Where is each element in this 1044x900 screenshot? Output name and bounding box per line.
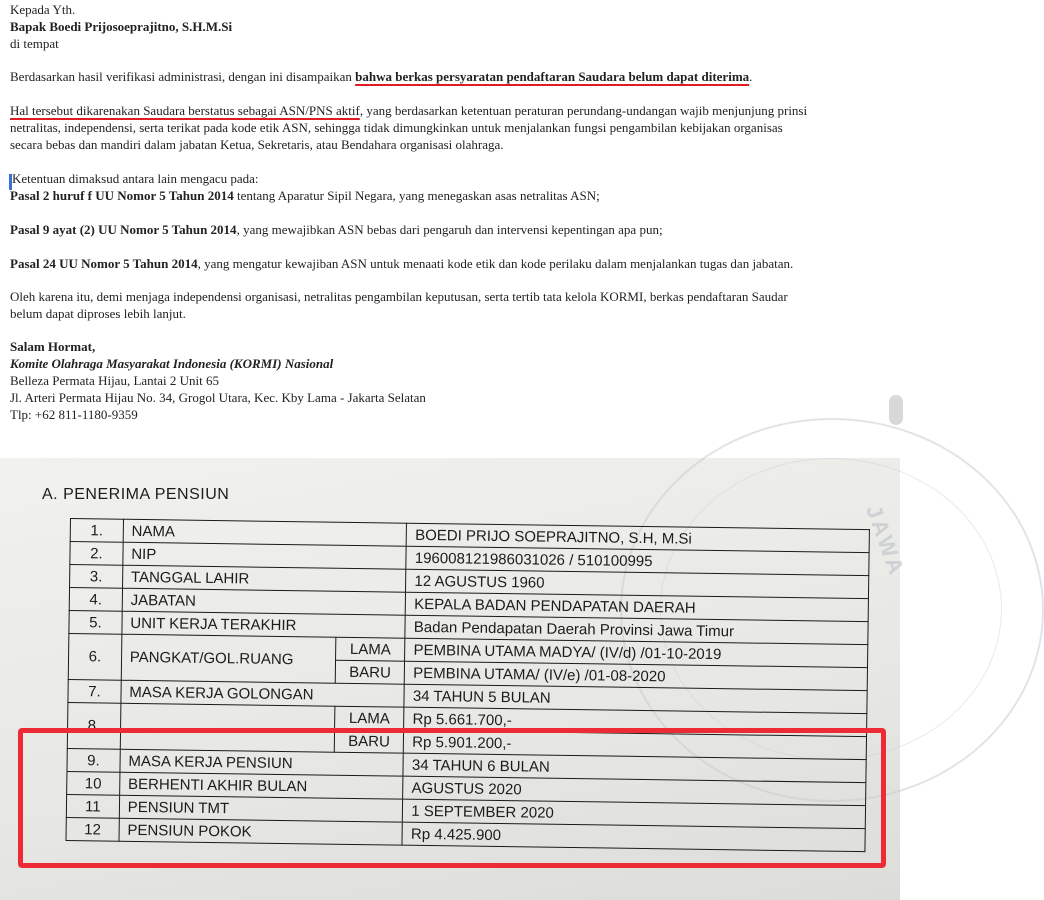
conclusion-line1: Oleh karena itu, demi menjaga independensi organisasi, netralitas pengambilan keputusan, serta tertib tata kelola KORMI, berkas pendaftaran Saudar bbox=[10, 289, 788, 304]
row-value: PEMBINA UTAMA MADYA/ (IV/d) /01-10-2019 bbox=[405, 638, 868, 667]
row-number: 12 bbox=[66, 817, 119, 841]
row-label: UNIT KERJA TERAKHIR bbox=[122, 611, 406, 638]
row-value: KEPALA BADAN PENDAPATAN DAERAH bbox=[406, 592, 869, 621]
row-number: 11 bbox=[66, 794, 119, 818]
reason-text-1: , yang berdasarkan ketentuan peraturan perundang-undangan wajib menjunjung prinsi bbox=[359, 103, 808, 118]
provision-1-text: tentang Aparatur Sipil Negara, yang menegaskan asas netralitas ASN; bbox=[233, 188, 600, 203]
row-value: Badan Pendapatan Daerah Provinsi Jawa Timur bbox=[405, 615, 868, 644]
paragraph-verification bbox=[10, 69, 752, 85]
row-number: 8. bbox=[67, 702, 120, 749]
stamp-text: JAWA bbox=[861, 501, 911, 581]
row-number: 3. bbox=[70, 565, 123, 589]
paragraph-reason-line2: netralitas, independensi, serta terikat pada kode etik ASN, sehingga tidak dimungkinkan untuk menjalankan fungsi pengambilan kebijakan organisas bbox=[10, 120, 783, 135]
paragraph-reason-line3: secara bebas dan mandiri dalam jabatan Ketua, Sekretaris, atau Bendahara organisasi olahraga. bbox=[10, 137, 504, 152]
row-label: JABATAN bbox=[122, 588, 406, 615]
provision-2-ref: Pasal 9 ayat (2) UU Nomor 5 Tahun 2014 bbox=[10, 222, 237, 237]
row-number: 10 bbox=[67, 771, 120, 795]
row-value: Rp 5.661.700,- bbox=[404, 707, 867, 736]
provision-2-text: , yang mewajibkan ASN bebas dari pengaruh dan intervensi kepentingan apa pun; bbox=[236, 222, 663, 237]
pension-document-photo bbox=[0, 458, 911, 900]
row-label: NIP bbox=[123, 542, 407, 569]
row-sub-label: LAMA bbox=[336, 637, 406, 661]
provision-1-ref: Pasal 2 huruf f UU Nomor 5 Tahun 2014 bbox=[10, 188, 234, 203]
row-label: PENSIUN TMT bbox=[119, 795, 403, 822]
address-line2: Jl. Arteri Permata Hijau No. 34, Grogol Utara, Kec. Kby Lama - Jakarta Selatan bbox=[10, 390, 426, 405]
row-label: MASA KERJA GOLONGAN bbox=[121, 680, 405, 707]
row-value: 196008121986031026 / 510100995 bbox=[406, 546, 869, 575]
address-line1: Belleza Permata Hijau, Lantai 2 Unit 65 bbox=[10, 373, 220, 388]
row-label: TANGGAL LAHIR bbox=[122, 565, 406, 592]
row-label: PANGKAT/GOL.RUANG bbox=[121, 634, 336, 683]
row-number: 6. bbox=[68, 633, 121, 680]
letter-panel bbox=[0, 0, 900, 452]
row-number: 2. bbox=[70, 542, 123, 566]
row-value: 34 TAHUN 6 BULAN bbox=[403, 753, 866, 782]
provision-3 bbox=[10, 256, 793, 272]
row-number: 4. bbox=[69, 588, 122, 612]
row-number: 5. bbox=[69, 610, 122, 634]
row-sub-label: LAMA bbox=[335, 706, 405, 730]
closing: Salam Hormat, bbox=[10, 339, 96, 354]
row-value: 1 SEPTEMBER 2020 bbox=[403, 799, 866, 828]
recipient-place: di tempat bbox=[10, 36, 59, 51]
row-value: Rp 4.425.900 bbox=[402, 822, 865, 851]
row-number: 1. bbox=[70, 519, 123, 543]
section-title: A. PENERIMA PENSIUN bbox=[42, 486, 230, 503]
row-number: 9. bbox=[67, 748, 120, 772]
row-value: 12 AGUSTUS 1960 bbox=[406, 569, 869, 598]
organization-name: Komite Olahraga Masyarakat Indonesia (KORMI) Nasional bbox=[10, 356, 334, 371]
row-sub-label: BARU bbox=[334, 729, 404, 753]
paragraph-reason-line1 bbox=[10, 103, 807, 119]
row-sub-label: BARU bbox=[335, 660, 405, 684]
asn-status-statement: Hal tersebut dikarenakan Saudara berstatus sebagai ASN/PNS aktif bbox=[10, 103, 360, 118]
phone-number: Tlp: +62 811-1180-9359 bbox=[10, 407, 138, 422]
row-number: 7. bbox=[68, 679, 121, 703]
row-value: PEMBINA UTAMA/ (IV/e) /01-08-2020 bbox=[405, 661, 868, 690]
verification-text: Berdasarkan hasil verifikasi administrasi, dengan ini disampaikan bbox=[10, 69, 356, 84]
row-value: 34 TAHUN 5 BULAN bbox=[404, 684, 867, 713]
row-label: NAMA bbox=[123, 519, 407, 546]
provision-1 bbox=[10, 188, 600, 204]
highlight-box bbox=[18, 728, 886, 868]
verification-end: . bbox=[749, 69, 753, 84]
row-value: BOEDI PRIJO SOEPRAJITNO, S.H, M.Si bbox=[406, 523, 869, 552]
provision-2 bbox=[10, 222, 663, 238]
row-value: AGUSTUS 2020 bbox=[403, 776, 866, 805]
scroll-handle[interactable] bbox=[889, 395, 903, 425]
row-label: MASA KERJA PENSIUN bbox=[120, 749, 404, 776]
row-label: BERHENTI AKHIR BULAN bbox=[119, 772, 403, 799]
salutation: Kepada Yth. bbox=[10, 2, 76, 17]
recipient-name: Bapak Boedi Prijosoeprajitno, S.H.M.Si bbox=[10, 19, 233, 34]
row-label: PENSIUN POKOK bbox=[119, 818, 403, 845]
provision-3-ref: Pasal 24 UU Nomor 5 Tahun 2014 bbox=[10, 256, 198, 271]
provision-3-text: , yang mengatur kewajiban ASN untuk menaati kode etik dan kode perilaku dalam menjalankan tugas dan jabatan. bbox=[197, 256, 794, 271]
conclusion-line2: belum dapat diproses lebih lanjut. bbox=[10, 306, 186, 321]
rejection-statement: bahwa berkas persyaratan pendaftaran Saudara belum dapat diterima bbox=[355, 69, 750, 84]
provisions-intro: Ketentuan dimaksud antara lain mengacu pada: bbox=[12, 171, 259, 186]
row-value: Rp 5.901.200,- bbox=[404, 730, 867, 759]
